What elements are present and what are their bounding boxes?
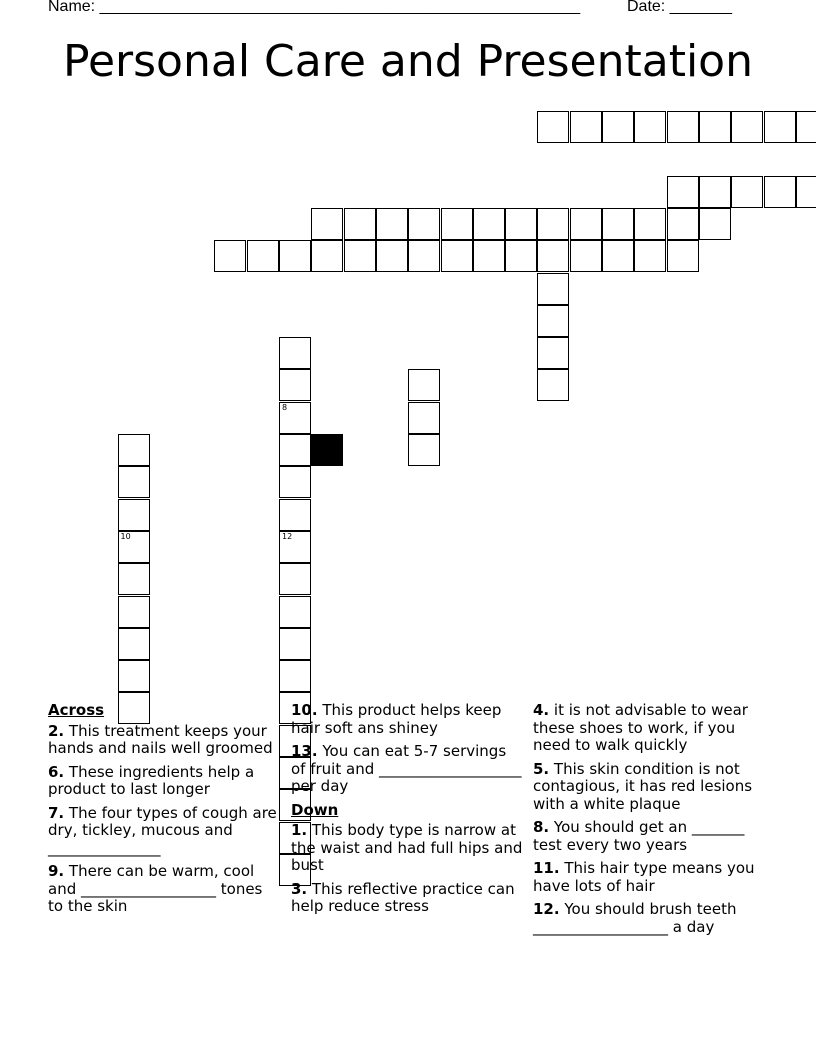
crossword-cell[interactable] <box>376 208 408 240</box>
crossword-cell[interactable] <box>376 240 408 272</box>
crossword-cell[interactable] <box>118 563 150 595</box>
clue-text: The four types of cough are dry, tickley, mucous and _______________ <box>48 803 277 857</box>
crossword-cell[interactable] <box>537 305 569 337</box>
crossword-cell[interactable] <box>570 111 602 143</box>
date-field[interactable]: Date: _______ <box>627 0 732 15</box>
crossword-cell[interactable] <box>634 240 666 272</box>
crossword-cell[interactable] <box>408 208 440 240</box>
crossword-cell[interactable] <box>537 369 569 401</box>
crossword-cell[interactable] <box>279 369 311 401</box>
clue-number: 8. <box>533 818 550 836</box>
clue-column-1 <box>48 702 280 922</box>
clue-number: 12. <box>533 900 560 918</box>
crossword-cell[interactable] <box>602 208 634 240</box>
clue-down-3 <box>291 881 523 916</box>
crossword-cell[interactable] <box>118 531 150 563</box>
clue-number: 11. <box>533 859 560 877</box>
clue-text: This treatment keeps your hands and nails well groomed <box>48 721 273 757</box>
crossword-cell[interactable] <box>408 369 440 401</box>
clue-number: 13. <box>291 742 318 760</box>
crossword-cell[interactable] <box>764 111 796 143</box>
crossword-cell[interactable] <box>214 240 246 272</box>
crossword-cell[interactable] <box>311 208 343 240</box>
crossword-cell[interactable] <box>537 208 569 240</box>
crossword-cell[interactable] <box>764 176 796 208</box>
clue-down-8 <box>533 819 765 854</box>
crossword-cell[interactable] <box>602 240 634 272</box>
crossword-cell[interactable] <box>667 176 699 208</box>
black-square <box>311 434 343 466</box>
crossword-cell[interactable] <box>667 111 699 143</box>
clue-number: 10. <box>291 701 318 719</box>
crossword-cell[interactable] <box>505 208 537 240</box>
clue-number: 9. <box>48 862 65 880</box>
crossword-cell[interactable] <box>408 240 440 272</box>
cell-number: 10 <box>120 531 131 541</box>
crossword-cell[interactable] <box>279 466 311 498</box>
clue-number: 4. <box>533 701 550 719</box>
clue-across-9 <box>48 863 280 916</box>
cell-number: 8 <box>282 402 288 412</box>
crossword-cell[interactable] <box>279 499 311 531</box>
crossword-cell[interactable] <box>279 660 311 692</box>
clue-across-13 <box>291 743 523 796</box>
header <box>0 0 816 20</box>
crossword-cell[interactable] <box>570 208 602 240</box>
crossword-cell[interactable] <box>699 111 731 143</box>
crossword-cell[interactable] <box>602 111 634 143</box>
clue-number: 2. <box>48 721 65 740</box>
down-heading: Down <box>291 800 339 819</box>
crossword-cell[interactable] <box>279 434 311 466</box>
clue-column-2 <box>291 702 523 922</box>
crossword-cell[interactable] <box>473 240 505 272</box>
crossword-cell[interactable] <box>279 337 311 369</box>
page-title: Personal Care and Presentation <box>63 36 753 87</box>
clue-text: You should get an _______ test every two years <box>533 818 745 854</box>
clue-text: There can be warm, cool and __________________ tones to the skin <box>48 862 263 915</box>
crossword-cell[interactable] <box>118 499 150 531</box>
clue-down-4 <box>533 702 765 755</box>
across-heading: Across <box>48 701 105 719</box>
crossword-cell[interactable] <box>667 240 699 272</box>
clue-number: 3. <box>291 879 308 898</box>
clue-column-3 <box>533 702 765 942</box>
crossword-cell[interactable] <box>796 111 816 143</box>
crossword-cell[interactable] <box>408 434 440 466</box>
crossword-cell[interactable] <box>731 176 763 208</box>
clue-number: 7. <box>48 803 65 822</box>
crossword-cell[interactable] <box>570 240 602 272</box>
crossword-cell[interactable] <box>279 628 311 660</box>
clue-text: You can eat 5-7 servings of fruit and ___________________ per day <box>291 742 522 795</box>
crossword-cell[interactable] <box>408 402 440 434</box>
clue-text: This reflective practice can help reduce stress <box>291 879 515 915</box>
crossword-cell[interactable] <box>279 531 311 563</box>
clue-across-10 <box>291 702 523 737</box>
crossword-cell[interactable] <box>118 660 150 692</box>
clue-across-6 <box>48 764 280 799</box>
crossword-cell[interactable] <box>279 402 311 434</box>
crossword-cell[interactable] <box>118 628 150 660</box>
crossword-cell[interactable] <box>537 240 569 272</box>
crossword-cell[interactable] <box>344 208 376 240</box>
crossword-cell[interactable] <box>699 176 731 208</box>
crossword-cell[interactable] <box>441 240 473 272</box>
crossword-cell[interactable] <box>796 176 816 208</box>
clue-down-5 <box>533 761 765 814</box>
clue-text: This skin condition is not contagious, it has red lesions with a white plaque <box>533 759 753 813</box>
crossword-cell[interactable] <box>247 240 279 272</box>
crossword-cell[interactable] <box>537 111 569 143</box>
crossword-cell[interactable] <box>279 240 311 272</box>
crossword-cell[interactable] <box>473 208 505 240</box>
crossword-cell[interactable] <box>634 111 666 143</box>
clue-down-1 <box>291 822 523 875</box>
crossword-cell[interactable] <box>344 240 376 272</box>
name-field[interactable]: Name: ______________________________________________________ <box>48 0 581 15</box>
crossword-cell[interactable] <box>279 563 311 595</box>
crossword-cell[interactable] <box>279 596 311 628</box>
clue-text: These ingredients help a product to last longer <box>48 762 255 798</box>
clue-across-7 <box>48 805 280 858</box>
crossword-cell[interactable] <box>118 596 150 628</box>
clue-text: This product helps keep hair soft ans shiney <box>291 701 502 737</box>
clue-down-12 <box>533 901 765 936</box>
crossword-cell[interactable] <box>505 240 537 272</box>
crossword-cell[interactable] <box>537 337 569 369</box>
crossword-cell[interactable] <box>311 240 343 272</box>
clue-down-11 <box>533 860 765 895</box>
clue-text: This body type is narrow at the waist and had full hips and bust <box>291 821 523 874</box>
clue-text: it is not advisable to wear these shoes to work, if you need to walk quickly <box>533 701 748 754</box>
crossword-cell[interactable] <box>731 111 763 143</box>
crossword-cell[interactable] <box>441 208 473 240</box>
clue-number: 1. <box>291 821 308 839</box>
crossword-cell[interactable] <box>699 208 731 240</box>
cell-number: 12 <box>282 531 293 541</box>
crossword-cell[interactable] <box>118 434 150 466</box>
crossword-cell[interactable] <box>667 208 699 240</box>
crossword-cell[interactable] <box>634 208 666 240</box>
clue-across-2 <box>48 723 280 758</box>
clue-text: This hair type means you have lots of hair <box>533 859 755 895</box>
crossword-cell[interactable] <box>118 466 150 498</box>
clue-number: 5. <box>533 759 550 778</box>
crossword-cell[interactable] <box>537 273 569 305</box>
clue-text: You should brush teeth __________________ a day <box>533 900 737 936</box>
clue-number: 6. <box>48 762 65 781</box>
